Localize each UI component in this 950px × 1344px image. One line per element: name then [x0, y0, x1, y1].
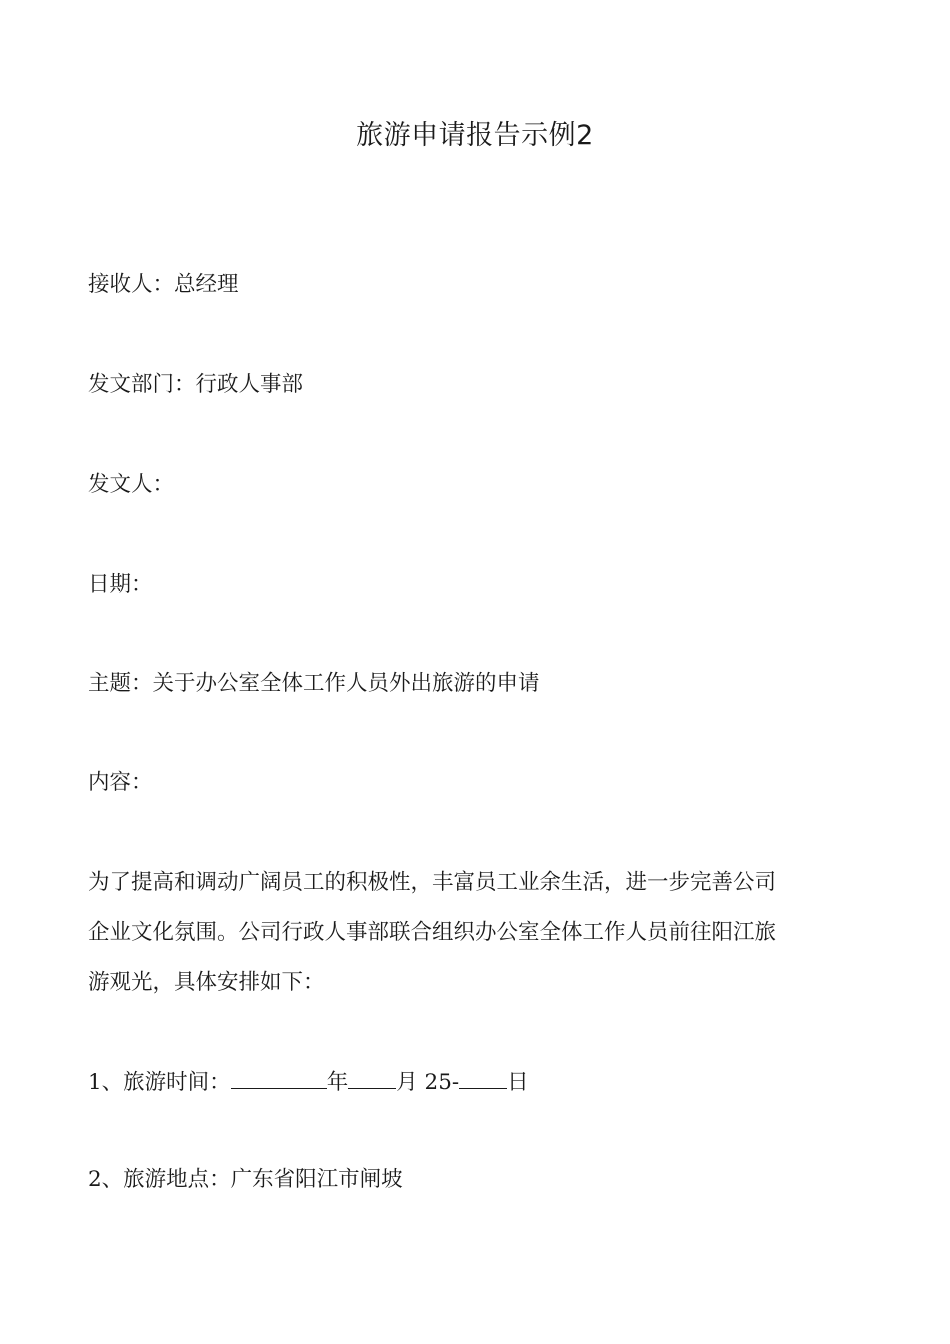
body-paragraph: [88, 858, 868, 1008]
body-line: 为了提高和调动广阔员工的积极性，丰富员工业余生活，进一步完善公司: [88, 870, 777, 895]
body-line: 企业文化氛围。公司行政人事部联合组织办公室全体工作人员前往阳江旅: [88, 920, 777, 945]
body-line: 游观光，具体安排如下：: [88, 970, 325, 995]
travel-time-line: [88, 1066, 529, 1098]
month-blank: [348, 1066, 396, 1089]
year-suffix: 年: [326, 1070, 349, 1095]
document-title: 旅游申请报告示例2: [356, 120, 594, 151]
content-label: 内容：: [88, 770, 153, 795]
date-line: 日期：: [88, 572, 153, 597]
department-line: 发文部门：行政人事部: [88, 372, 304, 397]
day-suffix: 日: [507, 1070, 529, 1095]
subject-line: 主题：关于办公室全体工作人员外出旅游的申请: [88, 671, 540, 696]
travel-time-label: 1、旅游时间：: [88, 1070, 231, 1095]
sender-line: 发文人：: [88, 472, 175, 497]
month-text: 月 25-: [396, 1070, 460, 1095]
recipient-line: 接收人：总经理: [88, 272, 239, 297]
travel-location-line: 2、旅游地点：广东省阳江市闸坡: [88, 1167, 403, 1192]
day-blank: [459, 1066, 507, 1089]
year-blank: [231, 1066, 327, 1089]
